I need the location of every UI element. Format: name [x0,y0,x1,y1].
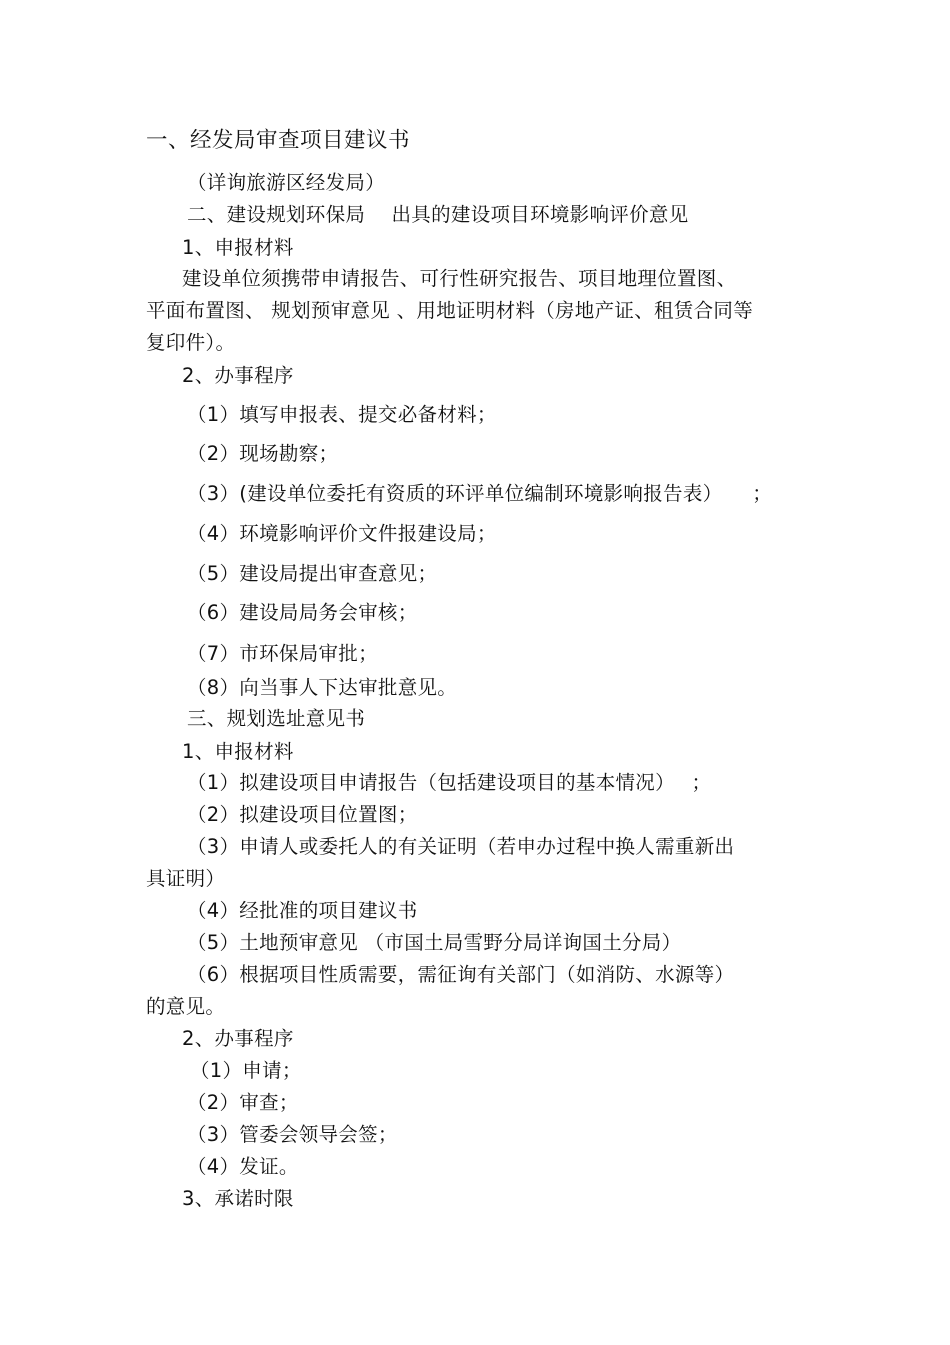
list-item: （1）填写申报表、提交必备材料； [187,403,497,426]
list-item: （3）管委会领导会签； [187,1123,398,1146]
subsection-heading: 2、办事程序 [182,364,294,387]
list-item: （5）土地预审意见 （市国土局雪野分局详询国土分局） [187,931,682,954]
list-item: （6）建设局局务会审核； [187,601,418,624]
list-item: （8）向当事人下达审批意见。 [187,676,458,699]
list-item: （5）建设局提出审查意见； [187,562,438,585]
list-item: （2）现场勘察； [187,442,339,465]
list-item: （1）申请； [190,1059,302,1082]
subsection-heading: 2、办事程序 [182,1027,294,1050]
section-heading-1: 一、经发局审查项目建议书 [146,128,411,153]
text-line: 平面布置图、 规划预审意见 、用地证明材料（房地产证、租赁合同等 [146,299,753,322]
list-item: （3）申请人或委托人的有关证明（若申办过程中换人需重新出 [187,835,735,858]
subsection-heading: 1、申报材料 [182,236,294,259]
text-line: （详询旅游区经发局） [187,171,386,194]
list-item: （1）拟建设项目申请报告（包括建设项目的基本情况） ； [187,771,712,794]
subsection-heading: 3、承诺时限 [182,1187,294,1210]
list-item: （7）市环保局审批； [187,642,378,665]
list-item: （4）环境影响评价文件报建设局； [187,522,497,545]
list-item: （4）经批准的项目建议书 [187,899,418,922]
text-line: 复印件）。 [146,331,236,354]
list-item: （6）根据项目性质需要，需征询有关部门（如消防、水源等） [187,963,735,986]
list-item: （2）审查； [187,1091,299,1114]
text-line: 具证明） [146,867,226,890]
text-line: 的意见。 [146,995,226,1018]
list-item: （2）拟建设项目位置图； [187,803,418,826]
section-heading-3: 三、规划选址意见书 [187,707,366,730]
list-item: （4）发证。 [187,1155,299,1178]
list-item: （3）(建设单位委托有资质的环评单位编制环境影响报告表） ； [187,482,773,505]
section-heading-2: 二、建设规划环保局 出具的建设项目环境影响评价意见 [187,203,689,226]
subsection-heading: 1、申报材料 [182,740,294,763]
text-line: 建设单位须携带申请报告、可行性研究报告、项目地理位置图、 [182,267,737,290]
